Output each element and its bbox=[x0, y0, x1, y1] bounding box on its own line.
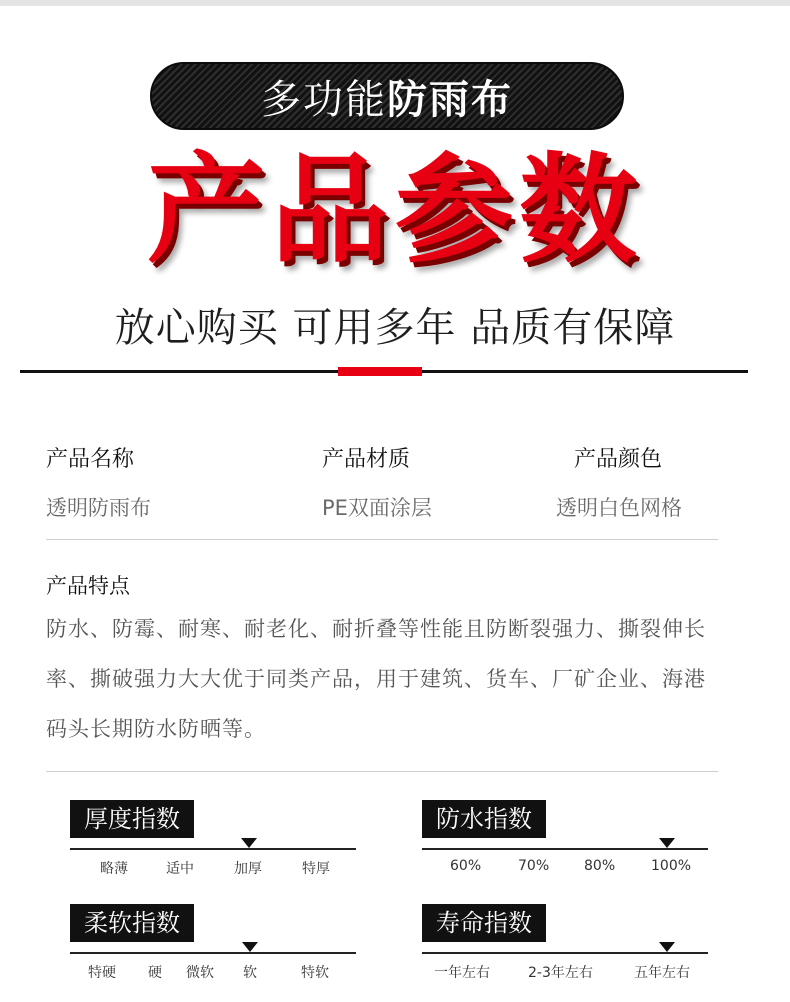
banner-product: 防雨布 bbox=[387, 76, 513, 123]
scale-tick: 一年左右 bbox=[434, 965, 490, 981]
separator bbox=[46, 771, 718, 772]
info-material bbox=[322, 440, 432, 536]
slogan: 放心购买 可用多年 品质有保障 bbox=[114, 305, 676, 351]
scale-axis bbox=[422, 952, 708, 954]
scale-tick: 适中 bbox=[166, 861, 194, 877]
features-text: 防水、防霉、耐寒、耐老化、耐折叠等性能且防断裂强力、撕裂伸长率、撕破强力大大优于同类产品，用于建筑、货车、厂矿企业、海港码头长期防水防晒等。 bbox=[46, 617, 706, 741]
selection-marker-icon bbox=[659, 838, 675, 848]
scale-tick: 五年左右 bbox=[634, 965, 690, 981]
info-label: 产品材质 bbox=[322, 447, 411, 472]
scale-tick: 特厚 bbox=[302, 861, 330, 877]
product-info-grid bbox=[46, 440, 718, 540]
index-title: 防水指数 bbox=[422, 800, 546, 838]
scale-tick: 80% bbox=[584, 858, 616, 874]
scale-tick: 70% bbox=[518, 858, 550, 874]
scale-tick: 略薄 bbox=[100, 861, 128, 877]
info-value: PE双面涂层 bbox=[322, 496, 432, 520]
index-scale bbox=[70, 948, 370, 988]
selection-marker-icon bbox=[242, 942, 258, 952]
scale-tick: 软 bbox=[243, 965, 257, 981]
scale-tick: 特软 bbox=[301, 965, 329, 981]
scale-axis bbox=[422, 848, 708, 850]
thickness-index bbox=[70, 800, 370, 884]
scale-tick: 100% bbox=[651, 858, 692, 874]
index-scale bbox=[422, 844, 722, 884]
index-title: 寿命指数 bbox=[422, 904, 546, 942]
info-label: 产品名称 bbox=[46, 447, 135, 472]
scale-axis bbox=[70, 952, 356, 954]
info-name bbox=[46, 440, 151, 536]
scale-axis bbox=[70, 848, 356, 850]
info-value: 透明白色网格 bbox=[556, 496, 682, 520]
product-type-banner bbox=[150, 62, 624, 130]
features-label: 产品特点 bbox=[46, 574, 130, 598]
softness-index bbox=[70, 904, 370, 988]
scale-tick: 2-3年左右 bbox=[528, 965, 593, 981]
divider-accent bbox=[338, 367, 422, 376]
lifespan-index bbox=[422, 904, 722, 988]
info-label: 产品颜色 bbox=[574, 447, 663, 472]
scale-tick: 60% bbox=[450, 858, 482, 874]
waterproof-index bbox=[422, 800, 722, 884]
index-title: 厚度指数 bbox=[70, 800, 194, 838]
separator bbox=[46, 539, 718, 540]
info-color bbox=[556, 440, 682, 536]
index-title: 柔软指数 bbox=[70, 904, 194, 942]
scale-tick: 特硬 bbox=[88, 965, 116, 981]
selection-marker-icon bbox=[241, 838, 257, 848]
banner-prefix: 多功能 bbox=[261, 76, 387, 123]
selection-marker-icon bbox=[659, 942, 675, 952]
scale-tick: 加厚 bbox=[234, 861, 262, 877]
scale-tick: 硬 bbox=[148, 965, 162, 981]
scale-tick: 微软 bbox=[186, 965, 214, 981]
page-title: 产品参数 bbox=[146, 141, 643, 279]
info-value: 透明防雨布 bbox=[46, 496, 151, 520]
index-scale bbox=[422, 948, 722, 988]
top-band bbox=[0, 0, 790, 6]
index-scale bbox=[70, 844, 370, 884]
